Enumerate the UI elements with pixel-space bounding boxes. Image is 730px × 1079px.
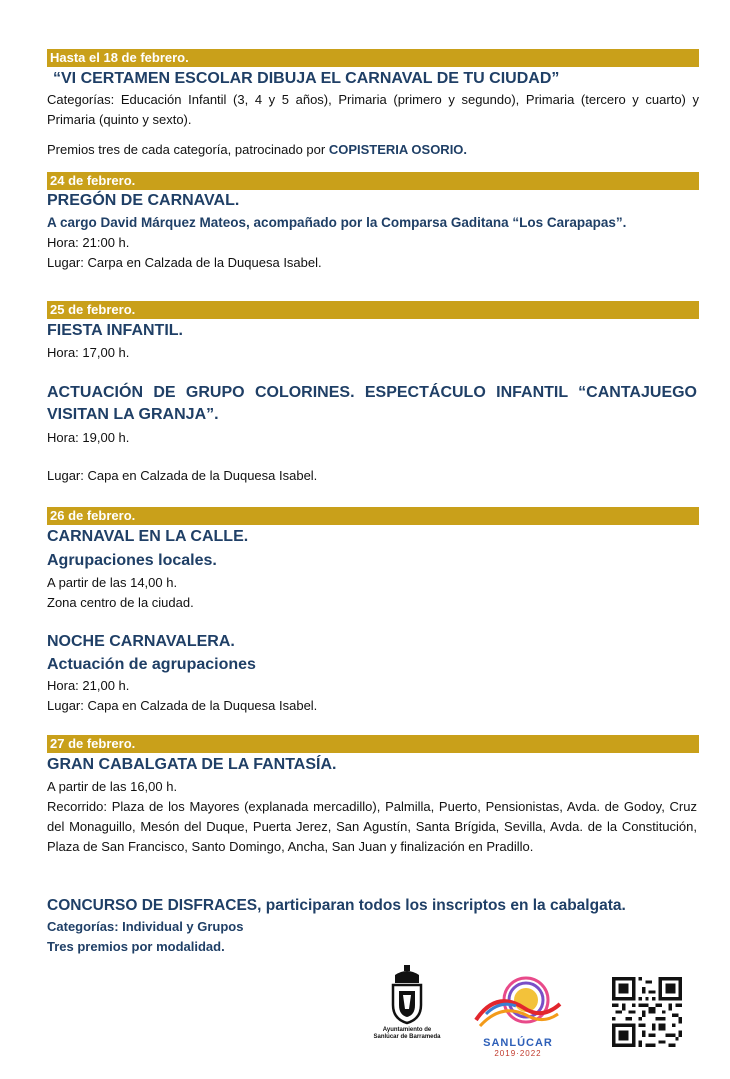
section-title: GRAN CABALGATA DE LA FANTASÍA. [47, 756, 337, 773]
hour-text: Hora: 21:00 h. [47, 235, 130, 250]
globe-swirl-icon [472, 970, 564, 1032]
time-text: A partir de las 14,00 h. [47, 575, 178, 590]
prizes-text [47, 140, 699, 160]
sanlucar-logo [472, 970, 564, 1058]
hour-text: Hora: 17,00 h. [47, 345, 130, 360]
council-name-line1: Ayuntamiento de [382, 1027, 432, 1033]
hour-text: Hora: 19,00 h. [47, 430, 130, 445]
date-bar: 24 de febrero. [47, 172, 699, 190]
route-text: Recorrido: Plaza de los Mayores (explanada mercadillo), Palmilla, Puerto, Pensionistas, Avda. de Godoy, Cruz del Monaguillo, Mesón del Duque, Puerta Jerez, San Agustín, Santa Brígida, Sevilla, Avda. de la Constitución, Plaza de San Francisco, Santo Domingo, Ancha, San Juan y finalización en Pradillo. [47, 799, 697, 854]
prizes-text: Tres premios por modalidad. [47, 939, 225, 954]
section-title: NOCHE CARNAVALERA. [47, 633, 235, 650]
qr-code [612, 977, 682, 1047]
section-subtitle: Actuación de agrupaciones [47, 656, 256, 673]
section-title: ACTUACIÓN DE GRUPO COLORINES. ESPECTÁCULO INFANTIL “CANTAJUEGO VISITAN LA GRANJA”. [47, 384, 697, 423]
crest-icon [387, 965, 427, 1025]
date-bar: 25 de febrero. [47, 301, 699, 319]
section-title: PREGÓN DE CARNAVAL. [47, 192, 240, 209]
sponsor-name: COPISTERIA OSORIO. [328, 142, 468, 157]
section-subtitle: A cargo David Márquez Mateos, acompañado por la Comparsa Gaditana “Los Carapapas”. [47, 215, 627, 230]
brand-name: SANLÚCAR [483, 1037, 553, 1049]
place-text: Lugar: Capa en Calzada de la Duquesa Isabel. [47, 468, 318, 483]
date-bar: 27 de febrero. [47, 735, 699, 753]
council-logo [362, 965, 452, 1045]
section-title: FIESTA INFANTIL. [47, 322, 183, 339]
hour-text: Hora: 21,00 h. [47, 678, 130, 693]
date-bar: 26 de febrero. [47, 507, 699, 525]
brand-years: 2019·2022 [494, 1049, 542, 1058]
section-title: “VI CERTAMEN ESCOLAR DIBUJA EL CARNAVAL DE TU CIUDAD” [53, 70, 560, 87]
place-text: Lugar: Capa en Calzada de la Duquesa Isabel. [47, 698, 318, 713]
zone-text: Zona centro de la ciudad. [47, 595, 194, 610]
categories-text: Categorías: Individual y Grupos [47, 919, 244, 934]
time-text: A partir de las 16,00 h. [47, 779, 178, 794]
section-subtitle: Agrupaciones locales. [47, 552, 217, 569]
place-text: Lugar: Carpa en Calzada de la Duquesa Isabel. [47, 255, 322, 270]
prizes-label: Premios tres de cada categoría, patrocinado por [47, 142, 329, 157]
date-bar: Hasta el 18 de febrero. [47, 49, 699, 67]
qr-code-icon [612, 977, 682, 1047]
section-title: CONCURSO DE DISFRACES, participaran todos los inscriptos en la cabalgata. [47, 897, 626, 914]
categories-text: Categorías: Educación Infantil (3, 4 y 5 años), Primaria (primero y segundo), Primaria (tercero y cuarto) y Primaria (quinto y sexto). [47, 92, 699, 127]
council-name-line2: Sanlúcar de Barrameda [373, 1034, 441, 1040]
section-title: CARNAVAL EN LA CALLE. [47, 528, 249, 545]
footer-logos [0, 965, 730, 1065]
